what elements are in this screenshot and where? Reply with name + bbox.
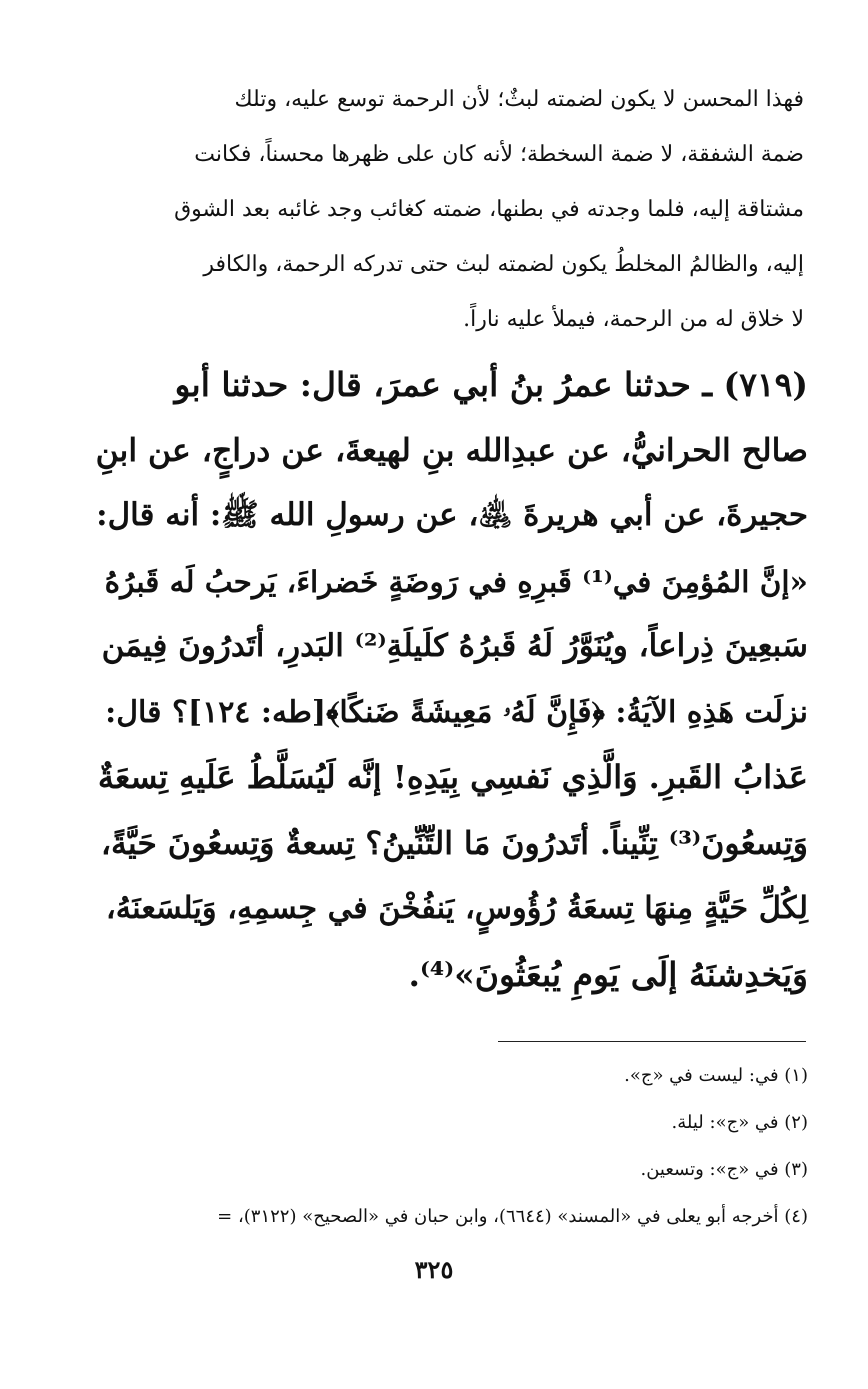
hadith-line: سَبعِينَ ذِراعاً، ويُنَوَّرُ لَهُ قَبرُهُ كلَيلَةِ⁽²⁾ البَدرِ، أتَدرُونَ فِيمَن [101,628,808,664]
hadith-line: «إنَّ المُؤمِنَ في⁽¹⁾ قَبرِهِ في رَوضَةٍ خَضراءَ، يَرحبُ لَه قَبرُهُ [104,563,808,599]
footnote: (٣) في «ج»: وتسعين. [640,1159,808,1180]
commentary-line: مشتاقة إليه، فلما وجدته في بطنها، ضمته كغائب وجد غائبه بعد الشوق [174,197,804,222]
hadith-line: وَتِسعُونَ⁽³⁾ تِنِّيناً. أتَدرُونَ مَا التِّنِّينُ؟ تِسعةٌ وَتِسعُونَ حَيَّةً، [100,824,808,862]
page-number: ٣٢٥ [414,1255,454,1284]
hadith-line: وَيَخدِشنَهُ إلَى يَومِ يُبعَثُونَ»⁽⁴⁾. [408,954,808,994]
hadith-line: حجيرةَ، عن أبي هريرةَ ﵁، عن رسولِ الله ﷺ: أنه قال: [96,497,808,533]
footnote: (٤) أخرجه أبو يعلى في «المسند» (٦٦٤٤)، وابن حبان في «الصحيح» (٣١٢٢)، = [217,1206,808,1227]
commentary-line: إليه، والظالمُ المخلطُ يكون لضمته لبث حتى تدركه الرحمة، والكافر [203,252,804,277]
hadith-line: (٧١٩) ـ حدثنا عمرُ بنُ أبي عمرَ، قال: حدثنا أبو [174,365,808,404]
footnote: (٢) في «ج»: ليلة. [671,1112,808,1133]
hadith-text [96,352,808,1007]
commentary-line: فهذا المحسن لا يكون لضمته لبثٌ؛ لأن الرحمة توسع عليه، وتلك [234,87,804,112]
hadith-line: لِكُلِّ حَيَّةٍ مِنهَا تِسعَةُ رُؤُوسٍ، يَنفُخْنَ في جِسمِهِ، وَيَلسَعنَهُ، [105,890,808,926]
commentary-line: ضمة الشفقة، لا ضمة السخطة؛ لأنه كان على ظهرها محسناً، فكانت [194,142,804,167]
footnotes [96,1052,808,1240]
hadith-line: صالح الحرانيُّ، عن عبدِالله بنِ لهيعةَ، عن دراجٍ، عن ابنِ [95,431,808,469]
commentary-line: لا خلاق له من الرحمة، فيملأ عليه ناراً. [463,307,804,332]
footnote: (١) في: ليست في «ج». [624,1065,808,1086]
hadith-line: نزلَت هَذِهِ الآيَةُ: ﴿فَإِنَّ لَهُۥ مَعِيشَةً ضَنكًا﴾[طه: ١٢٤]؟ قال: [105,694,808,730]
footnote-separator [498,1041,806,1042]
commentary-paragraph [96,72,804,347]
hadith-line: عَذابُ القَبرِ. وَالَّذِي نَفسِي بِيَدِهِ! إنَّه لَيُسَلَّطُ عَلَيهِ تِسعَةٌ [97,758,808,796]
